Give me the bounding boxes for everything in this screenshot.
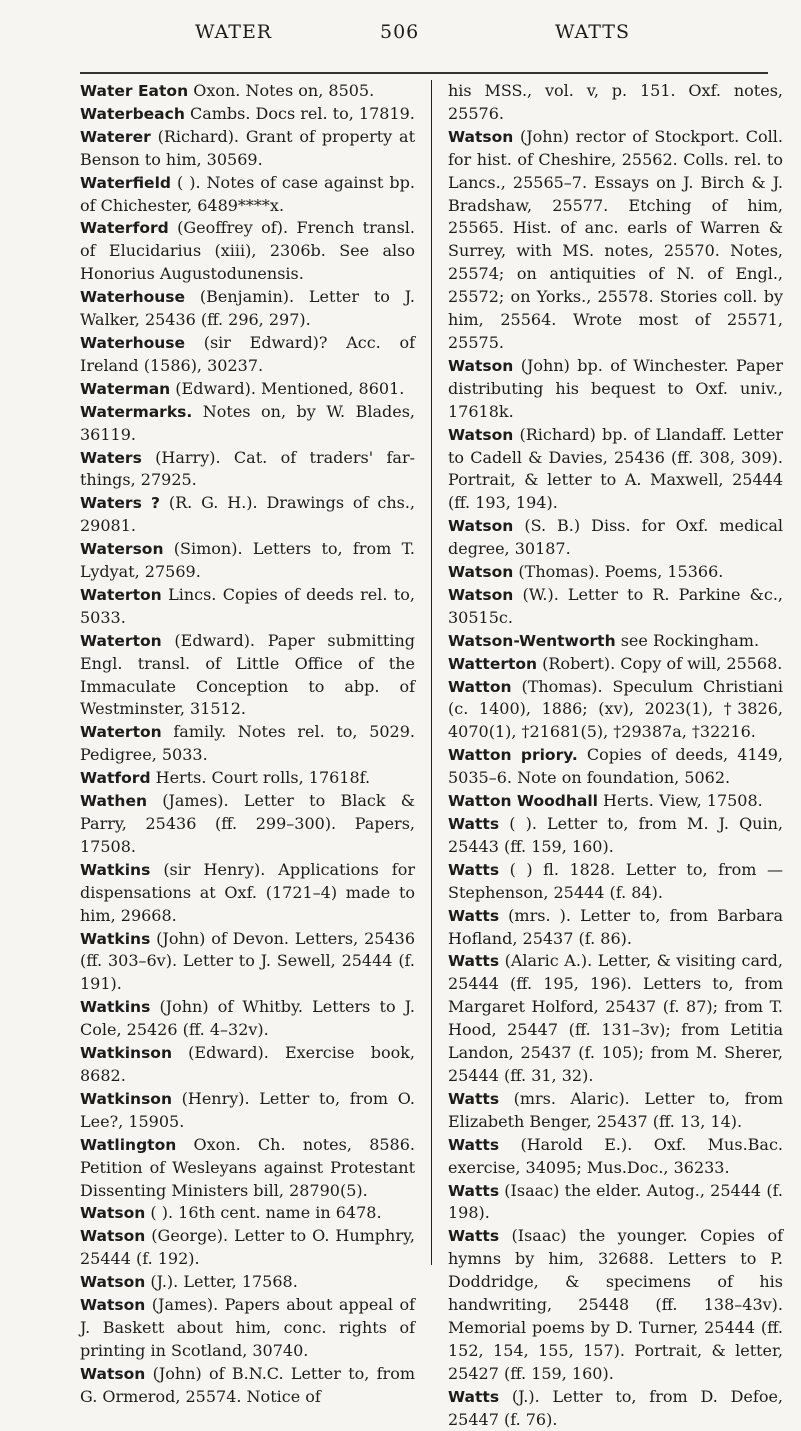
- entry-headword: Watts: [448, 1227, 500, 1246]
- entry-headword: Watts: [448, 952, 500, 971]
- entry-headword: Waterton: [80, 723, 162, 742]
- index-entry: [80, 1225, 415, 1271]
- entry-headword: Waterman: [80, 379, 171, 398]
- entry-text: (John) bp. of Winchester. Paper distributing his bequest to Oxf. univ., 17618k.: [448, 355, 783, 421]
- entry-text: Cambs. Docs rel. to, 17819.: [184, 103, 415, 123]
- entry-text: (Harold E.). Oxf. Mus.Bac. exercise, 34095; Mus.Doc., 36233.: [448, 1134, 783, 1177]
- index-entry: [448, 905, 783, 951]
- header-right-word: WATTS: [555, 21, 630, 43]
- entry-text: (J.). Letter to, from D. Defoe, 25447 (f. 76).: [448, 1386, 783, 1429]
- index-entry: [448, 1225, 783, 1385]
- index-entry: [80, 859, 415, 928]
- entry-headword: Water Eaton: [80, 82, 189, 100]
- entry-headword: Watson: [80, 1296, 146, 1315]
- index-entry: [448, 1088, 783, 1134]
- entry-headword: Watkinson: [80, 1089, 172, 1108]
- index-entry: [80, 401, 415, 447]
- index-entry: [80, 928, 415, 997]
- header-rule: [80, 72, 768, 74]
- entry-headword: Watts: [448, 860, 500, 879]
- entry-headword: Wathen: [80, 792, 147, 811]
- entry-headword: Watterton: [448, 654, 538, 673]
- index-entry: [80, 286, 415, 332]
- entry-headword: Watts: [448, 1135, 500, 1154]
- entry-text: (Edward). Mentioned, 8601.: [170, 378, 405, 398]
- entry-headword: Watkins: [80, 998, 151, 1017]
- index-entry: [80, 172, 415, 218]
- index-entry: [80, 630, 415, 722]
- entry-text: Oxon. Notes on, 8505.: [188, 81, 375, 100]
- entry-text: ( ) fl. 1828. Letter to, from — Stephenson, 25444 (f. 84).: [448, 859, 783, 902]
- entry-headword: Watford: [80, 769, 151, 788]
- entry-headword: Waters ?: [80, 494, 160, 513]
- entry-headword: Watson: [448, 356, 514, 375]
- entry-text: (John) of Whitby. Letters to J. Cole, 25426 (ff. 4–32v).: [80, 997, 415, 1040]
- index-entry: [80, 332, 415, 378]
- entry-text: (J.). Letter, 17568.: [145, 1272, 298, 1292]
- entry-headword: Watts: [448, 1387, 500, 1406]
- index-entry: [80, 103, 415, 126]
- entry-text: (George). Letter to O. Humphry, 25444 (f. 192).: [80, 1226, 415, 1269]
- index-entry: [448, 859, 783, 905]
- entry-headword: Watts: [448, 906, 500, 925]
- index-entry: [80, 1202, 415, 1225]
- entry-headword: Watson: [448, 517, 514, 536]
- entry-headword: Watkins: [80, 860, 151, 879]
- index-entry: [80, 1363, 415, 1409]
- entry-headword: Watkinson: [80, 1044, 172, 1063]
- entry-text: (Edward). Paper submitting Engl. transl. of Little Office of the Immaculate Conception to abp. of Westminster, 31512.: [80, 630, 415, 719]
- index-entry: [448, 584, 783, 630]
- index-entry: [80, 1088, 415, 1134]
- entry-headword: Waters: [80, 448, 142, 467]
- index-entry: [448, 790, 783, 813]
- index-entry: [80, 538, 415, 584]
- running-header: [80, 17, 768, 47]
- entry-text: (S. B.) Diss. for Oxf. medical degree, 30187.: [448, 516, 783, 559]
- entry-headword: Waterford: [80, 219, 169, 238]
- entry-text: (sir Edward)? Acc. of Ireland (1586), 30237.: [80, 332, 415, 375]
- entry-headword: Watton Woodhall: [448, 792, 598, 811]
- entry-headword: Watson: [448, 425, 514, 444]
- entry-text: Oxon. Ch. notes, 8586. Petition of Wesleyans against Protestant Dissenting Ministers bill, 28790(5).: [80, 1134, 415, 1200]
- index-entry: [80, 1042, 415, 1088]
- entry-headword: Waterbeach: [80, 104, 185, 123]
- entry-text: (Richard) bp. of Llandaff. Letter to Cadell & Davies, 25436 (ff. 308, 309). Portrait, & letter to A. Maxwell, 25444 (ff. 193, 194).: [448, 424, 783, 513]
- entry-text: family. Notes rel. to, 5029. Pedigree, 5033.: [80, 722, 415, 765]
- entry-text: ( ). 16th cent. name in 6478.: [145, 1203, 382, 1223]
- entry-text: (W.). Letter to R. Parkine &c., 30515c.: [448, 584, 783, 627]
- entry-text: (John) rector of Stockport. Coll. for hist. of Cheshire, 25562. Colls. rel. to Lancs., 25565–7. Essays on J. Birch & J. Bradshaw, 25577. Etching of him, 25565. Hist. of anc. earls of Warren & Surrey, with MS. notes, 25570. Notes, 25574; on antiquities of N. of Engl., 25572; on Yorks., 25578. Stories coll. by him, 25564. Wrote most of 25571, 25575.: [448, 126, 783, 352]
- entry-text: (Benjamin). Letter to J. Walker, 25436 (ff. 296, 297).: [80, 287, 415, 330]
- entry-text: (mrs. ). Letter to, from Barbara Hofland, 25437 (f. 86).: [448, 905, 783, 948]
- entry-text: (R. G. H.). Drawings of chs., 29081.: [80, 493, 415, 536]
- index-entry: [80, 492, 415, 538]
- index-entry: [80, 447, 415, 493]
- entry-headword: Waterson: [80, 540, 164, 559]
- index-entry: [80, 584, 415, 630]
- entry-text: (Alaric A.). Letter, & visiting card, 25444 (ff. 195, 196). Letters to, from Margaret Holford, 25437 (f. 87); from T. Hood, 25447 (ff. 131–3v); from Letitia Landon, 25437 (f. 105); from M. Sherer, 25444 (ff. 31, 32).: [448, 951, 783, 1085]
- entry-text: (sir Henry). Applications for dispensations at Oxf. (1721–4) made to him, 29668.: [80, 859, 415, 925]
- index-entry: [80, 126, 415, 172]
- entry-text: Herts. Court rolls, 17618f.: [150, 768, 371, 788]
- entry-headword: Waterer: [80, 127, 151, 146]
- index-entry: [448, 515, 783, 561]
- entry-headword: Watson: [448, 127, 514, 146]
- index-entry: [80, 217, 415, 286]
- entry-headword: Waterton: [80, 631, 162, 650]
- entry-text: Lincs. Copies of deeds rel. to, 5033.: [80, 584, 415, 627]
- entry-headword: Waterhouse: [80, 288, 186, 307]
- index-entry: [448, 561, 783, 584]
- entry-headword: Watts: [448, 1089, 500, 1108]
- entry-text: (John) of B.N.C. Letter to, from G. Ormerod, 25574. Notice of: [80, 1363, 415, 1406]
- index-entry: [448, 80, 783, 126]
- entry-headword: Watson: [80, 1273, 146, 1292]
- index-entry: [80, 80, 415, 103]
- entry-headword: Watlington: [80, 1135, 177, 1154]
- entry-text: Copies of deeds, 4149, 5035–6. Note on foundation, 5062.: [448, 745, 783, 788]
- entry-headword: Watson: [80, 1204, 146, 1223]
- index-entry: [80, 378, 415, 401]
- index-entry: [80, 1294, 415, 1363]
- index-entry: [448, 355, 783, 424]
- entry-headword: Watkins: [80, 929, 151, 948]
- entry-headword: Watson: [448, 585, 514, 604]
- entry-text: (James). Letter to Black & Parry, 25436 (ff. 299–300). Papers, 17508.: [80, 791, 415, 856]
- entry-text: Herts. View, 17508.: [597, 791, 763, 811]
- entry-headword: Watson: [80, 1364, 146, 1383]
- entry-headword: Waterton: [80, 585, 162, 604]
- left-column: [80, 80, 415, 1409]
- entry-text: (Edward). Exercise book, 8682.: [80, 1043, 415, 1085]
- index-entry: [448, 126, 783, 355]
- index-entry: [448, 653, 783, 676]
- entry-text: (Thomas). Poems, 15366.: [513, 562, 724, 582]
- index-entry: [448, 424, 783, 516]
- index-entry: [80, 996, 415, 1042]
- entry-headword: Watts: [448, 1181, 500, 1200]
- entry-headword: Watson-Wentworth: [448, 631, 616, 650]
- entry-headword: Watton: [448, 677, 512, 696]
- entry-text: (Isaac) the elder. Autog., 25444 (f. 198).: [448, 1180, 783, 1223]
- page-number: 506: [380, 21, 420, 43]
- entry-text: (Simon). Letters to, from T. Lydyat, 27569.: [80, 539, 415, 582]
- index-entry: [448, 676, 783, 745]
- index-entry: [448, 1386, 783, 1431]
- index-entry: [80, 721, 415, 767]
- entry-headword: Watts: [448, 815, 500, 833]
- index-entry: [80, 1134, 415, 1203]
- entry-headword: Watermarks.: [80, 402, 193, 421]
- entry-text: ( ). Letter to, from M. J. Quin, 25443 (ff. 159, 160).: [448, 814, 783, 856]
- entry-headword: Watson: [80, 1227, 146, 1246]
- entry-text: (Geoffrey of). French transl. of Elucidarius (xiii), 2306b. See also Honorius Augustodunensis.: [80, 218, 415, 284]
- entry-text: Notes on, by W. Blades, 36119.: [80, 401, 415, 444]
- entry-text: ( ). Notes of case against bp. of Chichester, 6489****x.: [80, 172, 415, 215]
- entry-headword: Watson: [448, 563, 514, 582]
- index-entry: [80, 1271, 415, 1294]
- entry-headword: Waterhouse: [80, 333, 186, 352]
- index-entry: [448, 1134, 783, 1180]
- entry-text: (James). Papers about appeal of J. Baskett about him, conc. rights of printing in Scotland, 30740.: [80, 1295, 415, 1360]
- entry-text: (Thomas). Speculum Christiani (c. 1400), 1886; (xv), 2023(1), †3826, 4070(1), †21681(5), †29387a, †32216.: [448, 676, 783, 742]
- index-entry: [80, 767, 415, 790]
- entry-text: (Richard). Grant of property at Benson to him, 30569.: [80, 126, 415, 169]
- right-column: [448, 80, 783, 1431]
- entry-headword: Waterfield: [80, 173, 171, 192]
- entry-text: see Rockingham.: [615, 630, 760, 650]
- index-entry: [448, 1180, 783, 1226]
- index-entry: [448, 744, 783, 790]
- entry-text: (mrs. Alaric). Letter to, from Elizabeth Benger, 25437 (ff. 13, 14).: [448, 1088, 783, 1131]
- column-divider: [431, 80, 432, 1265]
- index-entry: [448, 950, 783, 1087]
- entry-text: (John) of Devon. Letters, 25436 (ff. 303–6v). Letter to J. Sewell, 25444 (f. 191).: [80, 928, 415, 994]
- index-entry: [448, 630, 783, 653]
- entry-headword: Watton priory.: [448, 746, 578, 765]
- entry-text: (Harry). Cat. of traders' far-things, 27925.: [80, 447, 415, 490]
- entry-text: (Henry). Letter to, from O. Lee?, 15905.: [80, 1088, 415, 1131]
- index-entry: [80, 790, 415, 859]
- entry-text: his MSS., vol. v, p. 151. Oxf. notes, 25576.: [448, 81, 783, 123]
- index-entry: [448, 813, 783, 859]
- entry-text: (Isaac) the younger. Copies of hymns by him, 32688. Letters to P. Doddridge, & specimens of his handwriting, 25448 (ff. 138–43v). Memorial poems by D. Turner, 25444 (ff. 152, 154, 155, 157). Portrait, & letter, 25427 (ff. 159, 160).: [448, 1226, 783, 1383]
- header-left-word: WATER: [195, 21, 273, 43]
- entry-text: (Robert). Copy of will, 25568.: [537, 653, 783, 673]
